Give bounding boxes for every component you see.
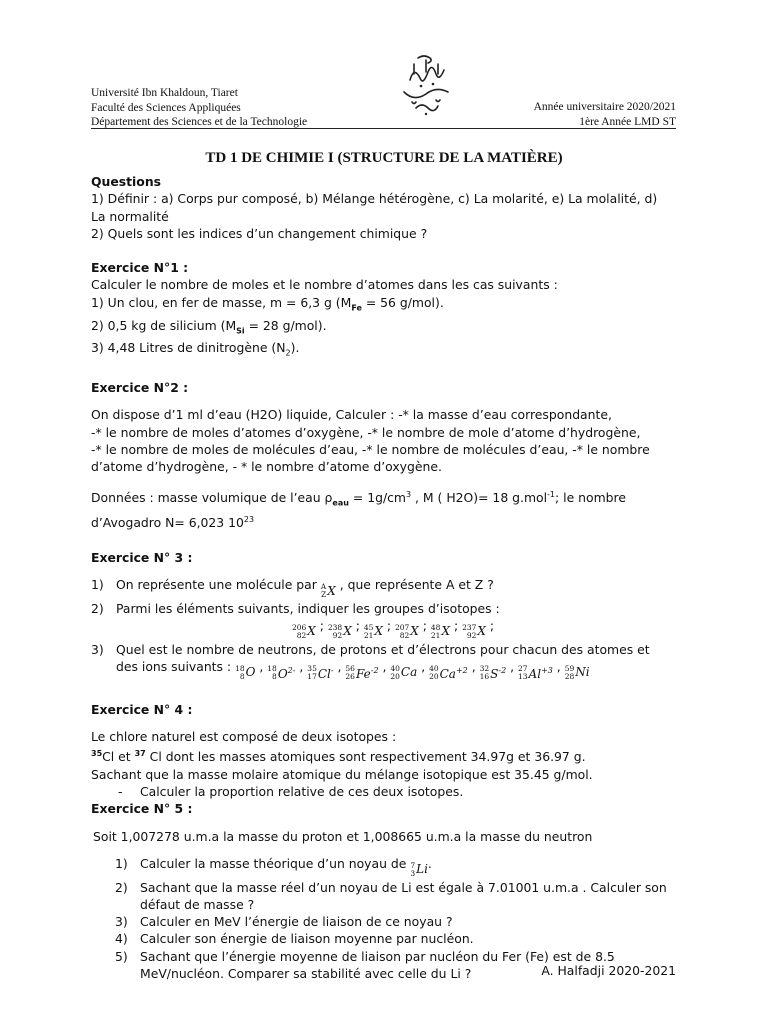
ex3-heading: Exercice N° 3 : (91, 549, 193, 565)
university-logo-icon (396, 50, 456, 130)
ex1-item-1: 1) Un clou, en fer de masse, m = 6,3 g ($M_{Fe} = 56$ g/mol). (91, 294, 444, 313)
ex3-item-1: 1) On représente une molécule par A Z X , que représente A et Z ? (91, 577, 494, 600)
isotope-list: 206 82 X ; 238 92 X ; 45 21 X ; 207 82 X ; 48 21 X ; 237 92 X ; (291, 618, 495, 641)
document-body (91, 173, 675, 982)
ex4-task: - Calculer la proportion relative de ces deux isotopes. (118, 784, 464, 800)
header-year (534, 100, 676, 129)
ex3-item-2: 2) Parmi les éléments suivants, indiquer les groupes d’isotopes : (91, 600, 500, 616)
study-level: 1ère Année LMD ST (579, 115, 676, 128)
ex2-data-line-2: d’Avogadro N= 6,023 $10^{23}$ (91, 515, 255, 531)
ex1-heading: Exercice N°1 : (91, 260, 189, 276)
ex4-line-3: Sachant que la masse molaire atomique du mélange isotopique est 35.45 g/mol. (91, 766, 593, 782)
ex5-item-2: 2) Sachant que la masse réel d’un noyau de Li est égale à 7.01001 u.m.a . Calculer son défaut de masse ? (115, 879, 667, 912)
ex1-item-2: 2) 0,5 kg de silicium ($M_{Si} = 28$ g/mol). (91, 317, 327, 336)
author-signature: A. Halfadji 2020-2021 (541, 963, 676, 978)
ex5-item-4: 4) Calculer son énergie de liaison moyenne par nucléon. (115, 931, 474, 947)
faculty-name: Faculté des Sciences Appliquées (91, 101, 241, 114)
ex1-intro: Calculer le nombre de moles et le nombre d’atomes dans les cas suivants : (91, 277, 558, 293)
ex4-line-1: Le chlore naturel est composé de deux isotopes : (91, 729, 397, 745)
university-name: Université Ibn Khaldoun, Tiaret (91, 87, 238, 99)
ex5-item-3: 3) Calculer en MeV l’énergie de liaison de ce noyau ? (115, 914, 453, 930)
ex1-item-3: 3) 4,48 Litres de dinitrogène $(N_2)$. (91, 340, 300, 358)
ex2-line-1: On dispose d’1 ml d’eau (H2O) liquide, Calculer : -* la masse d’eau correspondante, (91, 407, 612, 423)
ex4-heading: Exercice N° 4 : (91, 701, 193, 717)
ex3-item-3: 3) Quel est le nombre de neutrons, de protons et d’électrons pour chacun des atomes et des ions suivants : 18 8 O , 18 8 $O^{2-}$ , 35 17 Cl- , 56 26 $Fe^{-2}$ , 40 20 Ca , 40 20 $Ca^{+2}$ , 32 16 $S^{-2}$ , 27 13 $Al^{+3}$ , 59 28 Ni (91, 641, 650, 682)
ex5-item-5: 5) Sachant que l’énergie moyenne de liaison par nucléon du Fer (Fe) est de 8.5 MeV/nucléon. Comparer sa stabilité avec celle du Li ? (115, 948, 615, 982)
ex2-line-2: -* le nombre de moles d’atomes d’oxygène, -* le nombre de mole d’atome d’hydrogène, (91, 424, 641, 440)
ex5-item-1: 1) Calculer la masse théorique d’un noyau de 7 3 Li . (115, 855, 432, 878)
header-divider (91, 128, 676, 129)
page-title: TD 1 DE CHIMIE I (STRUCTURE DE LA MATIÈRE) (205, 150, 563, 166)
ex5-heading: Exercice N° 5 : (91, 801, 193, 817)
nuclide-li7: 7 3 Li (410, 860, 428, 878)
ex5-intro: Soit 1,007278 u.m.a la masse du proton et 1,008665 u.m.a la masse du neutron (93, 828, 593, 844)
department-name: Département des Sciences et de la Technologie (91, 116, 308, 128)
question-2: 2) Quels sont les indices d’un changement chimique ? (91, 225, 428, 241)
ex2-line-4: d’atome d’hydrogène, - * le nombre d’atome d’oxygène. (91, 459, 442, 475)
ex2-line-3: -* le nombre de moles de molécules d’eau, -* le nombre de molécules d’eau, -* le nombre (91, 441, 650, 457)
nuclide-AZX: A Z X (320, 582, 336, 600)
questions-heading: Questions (91, 174, 162, 189)
header-institution (91, 86, 307, 130)
ex2-heading: Exercice N°2 : (91, 380, 189, 396)
question-1: 1) Définir : a) Corps pur composé, b) Mélange hétérogène, c) La molarité, e) La molalité, d) La normalité (91, 191, 658, 224)
ex2-data-line-1: Données : masse volumique de l’eau $\rho_{eau} = 1g/cm^3$ , M ( H2O)= 18 g.mol$^{-1}$; le nombre (91, 489, 626, 508)
academic-year: Année universitaire 2020/2021 (533, 101, 676, 113)
ion-list: 18 8 O , 18 8 $O^{2-}$ , 35 17 Cl- , 56 26 $Fe^{-2}$ , 40 20 Ca , 40 20 $Ca^{+2}$ , 32 16 $S^{-2}$ , 27 13 $Al^{+3}$ , 59 28 Ni (235, 659, 590, 682)
ex4-line-2: $^{35}$Cl et $^{37}$ Cl dont les masses atomiques sont respectivement 34.97g et 36.97 g. (91, 749, 586, 765)
